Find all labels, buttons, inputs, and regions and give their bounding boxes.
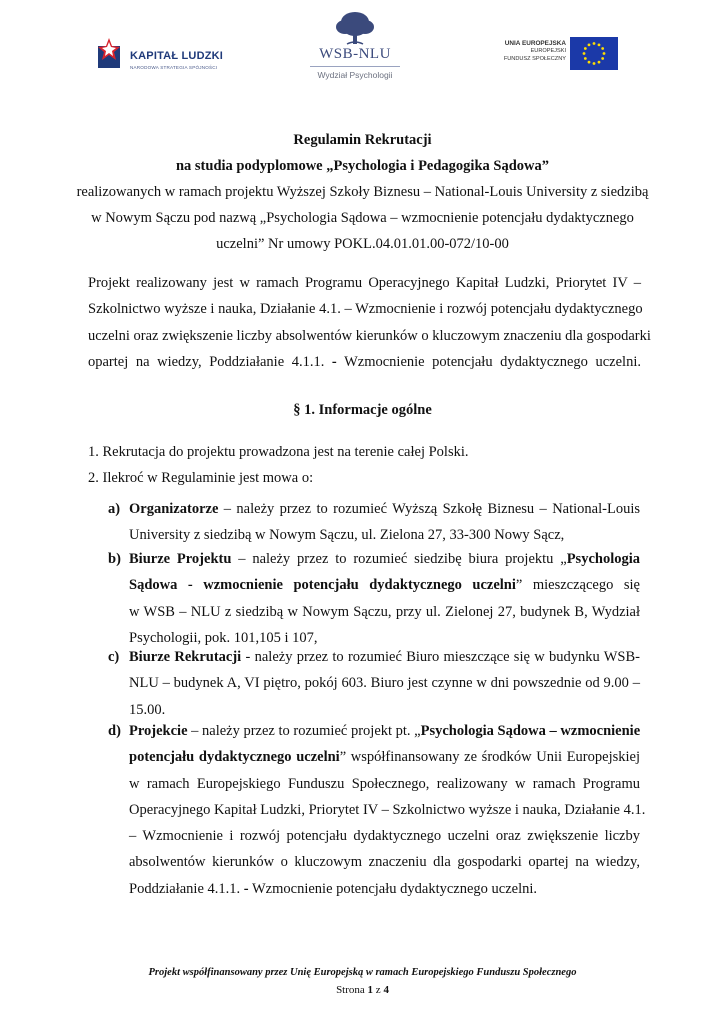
intro-last-text-end: Wzmocnienie potencjału dydaktycznego uczelni. — [336, 353, 641, 370]
eu-logo — [496, 37, 622, 71]
eu-star-icon — [584, 57, 587, 60]
kl-logo-title: KAPITAŁ LUDZKI — [130, 50, 224, 62]
footer-cofinancing-note: Projekt współfinansowany przez Unię Europejską w ramach Europejskiego Funduszu Społecznego — [148, 967, 577, 978]
logo-divider — [310, 66, 400, 67]
definition-term: Biurze Rekrutacji — [129, 649, 242, 665]
kapital-ludzki-logo — [96, 36, 226, 76]
document-subtitle: na studia podyplomowe „Psychologia i Pedagogika Sądowa” — [175, 158, 550, 174]
section-heading: § 1. Informacje ogólne — [293, 402, 432, 418]
definition-b-line2 — [129, 572, 640, 598]
definition-d-line7 — [129, 876, 640, 902]
definition-text: – należy przez to rozumieć siedzibę biura projektu „ — [231, 551, 567, 567]
definition-label: d) — [108, 723, 121, 739]
definition-d-line3: w ramach Europejskiego Funduszu Społecznego, realizowany w ramach Programu — [129, 775, 640, 792]
definition-label: b) — [108, 551, 121, 567]
eu-star-icon — [603, 52, 606, 55]
definition-b-line3: w WSB – NLU z siedzibą w Nowym Sączu, przy ul. Zielonej 27, budynek B, Wydział — [129, 603, 640, 620]
wsb-nlu-logo — [300, 10, 410, 80]
title-line-4: w Nowym Sączu pod nazwą „Psychologia Sądowa – wzmocnienie potencjału dydaktycznego — [91, 210, 634, 226]
page-label: Strona — [336, 984, 368, 996]
definition-b-line4: Psychologii, pok. 101,105 i 107, — [129, 629, 318, 646]
eu-star-icon — [598, 61, 601, 64]
eu-star-icon — [588, 61, 591, 64]
intro-last-dash: - — [331, 353, 337, 370]
definition-dash: - — [243, 880, 249, 897]
definition-label: c) — [108, 649, 120, 665]
kapital-ludzki-star-icon — [96, 36, 126, 72]
title-line-5: uczelni” Nr umowy POKL.04.01.01.00-072/10-00 — [216, 236, 509, 252]
intro-line: Projekt realizowany jest w ramach Programu Operacyjnego Kapitał Ludzki, Priorytet IV – — [88, 275, 641, 291]
wsb-logo-subtitle: Wydział Psychologii — [317, 70, 393, 80]
definition-d-line2 — [129, 744, 640, 770]
definition-a-line2: University z siedzibą w Nowym Sączu, ul. Zielona 27, 33-300 Nowy Sącz, — [129, 527, 565, 544]
wsb-logo-name: WSB-NLU — [319, 46, 391, 62]
definition-text: ” mieszczącego się — [515, 577, 640, 594]
definition-d-line5: – Wzmocnienie i rozwój potencjału dydaktycznego uczelni oraz zwiększenie liczby — [129, 828, 640, 845]
eu-star-icon — [583, 52, 586, 55]
definition-a-line1 — [129, 496, 640, 522]
page-number — [60, 984, 665, 996]
intro-line: Szkolnictwo wyższe i nauka, Działanie 4.1. – Wzmocnienie i rozwój potencjału dydaktycznego — [88, 301, 643, 318]
eu-logo-line3: FUNDUSZ SPOŁECZNY — [503, 55, 566, 62]
eu-star-icon — [593, 62, 596, 65]
kl-logo-subtitle: NARODOWA STRATEGIA SPÓJNOŚCI — [130, 65, 218, 70]
eu-logo-text — [504, 39, 566, 63]
intro-line: uczelni oraz zwiększenie liczby absolwentów kierunków o kluczowym znaczeniu dla gospodarki — [88, 327, 651, 344]
definition-text: – należy przez to rozumieć Wyższą Szkołę Biznesu – National-Louis — [218, 501, 640, 517]
eu-star-icon — [601, 47, 604, 50]
page-current: 1 — [367, 984, 374, 996]
intro-line-last — [88, 349, 641, 375]
eu-star-icon — [593, 42, 596, 45]
definition-label: a) — [108, 501, 121, 517]
point-1: 1. Rekrutacja do projektu prowadzona jest na terenie całej Polski. — [88, 444, 469, 460]
page-total: 4 — [383, 984, 389, 996]
eu-star-icon — [598, 43, 601, 46]
definition-d-line6: absolwentów kierunków o kluczowym znaczeniu dla gospodarki opartej na wiedzy, — [129, 854, 640, 871]
definition-text-end: Wzmocnienie potencjału dydaktycznego uczelni. — [248, 880, 538, 897]
definition-term: Projekcie — [129, 723, 188, 739]
project-name-part: Psychologia — [566, 551, 640, 567]
definition-text: Poddziałanie 4.1.1. — [129, 880, 244, 897]
document-title: Regulamin Rekrutacji — [293, 132, 432, 148]
definition-c-line3: 15.00. — [129, 701, 166, 718]
definition-c-line2: NLU – budynek A, VI piętro, pokój 603. Biuro jest czynne w dni powszednie od 9.00 – — [129, 675, 640, 692]
eu-star-icon — [588, 43, 591, 46]
definition-text: – należy przez to rozumieć projekt pt. „ — [187, 723, 421, 739]
eu-star-icon — [584, 47, 587, 50]
definition-text: ” współfinansowany ze środków Unii Europejskiej — [339, 749, 640, 766]
eu-star-icon — [601, 57, 604, 60]
definition-text: - należy przez to rozumieć Biuro mieszczące się w budynku WSB- — [241, 649, 640, 665]
project-name-part: Psychologia Sądowa – wzmocnienie — [420, 723, 641, 739]
title-line-3: realizowanych w ramach projektu Wyższej Szkoły Biznesu – National-Louis University z siedzibą — [76, 184, 649, 200]
definition-d-line1 — [129, 718, 640, 744]
eu-logo-line2: EUROPEJSKI — [530, 48, 566, 54]
definition-term: Biurze Projektu — [129, 551, 232, 567]
definition-term: Organizatorze — [129, 501, 219, 517]
intro-last-text: opartej na wiedzy, Poddziałanie 4.1.1. — [88, 353, 332, 370]
tree-icon — [333, 10, 377, 46]
page-separator: z — [373, 984, 384, 996]
intro-paragraph — [88, 270, 651, 375]
definition-b-line1 — [129, 546, 640, 572]
point-2: 2. Ilekroć w Regulaminie jest mowa o: — [88, 470, 314, 486]
eu-flag-icon — [570, 37, 618, 70]
project-name-part: Sądowa - wzmocnienie potencjału dydaktycznego uczelni — [129, 577, 516, 594]
definition-c-line1 — [129, 644, 640, 670]
project-name-part: potencjału dydaktycznego uczelni — [129, 749, 340, 766]
eu-logo-line1: UNIA EUROPEJSKA — [504, 40, 566, 47]
definition-d-line4: Operacyjnego Kapitał Ludzki, Priorytet IV – Szkolnictwo wyższe i nauka, Działanie 4.1. — [129, 801, 646, 818]
